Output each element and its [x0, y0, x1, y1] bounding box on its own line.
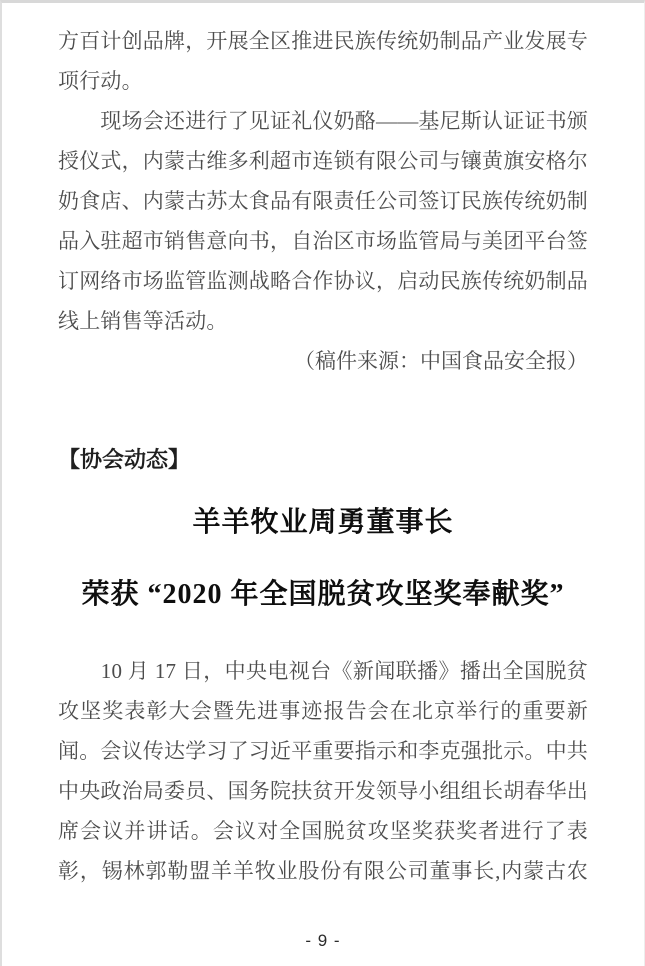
text-line: 订网络市场监管监测战略合作协议，启动民族传统奶制品 — [58, 269, 588, 293]
text-line: 奶食店、内蒙古苏太食品有限责任公司签订民族传统奶制 — [58, 189, 588, 213]
article2-title-line-2: 荣获 “2020 年全国脱贫攻坚奖奉献奖” — [81, 579, 565, 610]
text-line: 闻。会议传达学习了习近平重要指示和李克强批示。中共 — [58, 739, 588, 763]
text-line: 方百计创品牌，开展全区推进民族传统奶制品产业发展专 — [58, 29, 588, 53]
article1-paragraph-2 — [58, 101, 588, 341]
page-number: - 9 - — [305, 931, 341, 950]
text-line: 席会议并讲话。会议对全国脱贫攻坚奖获奖者进行了表 — [58, 819, 588, 843]
article1-source-attribution: （稿件来源：中国食品安全报） — [294, 349, 588, 373]
text-line: 现场会还进行了见证礼仪奶酪——基尼斯认证证书颁 — [58, 109, 588, 133]
text-line: 攻坚奖表彰大会暨先进事迹报告会在北京举行的重要新 — [58, 699, 588, 723]
article2-title-line-1: 羊羊牧业周勇董事长 — [192, 507, 454, 538]
article1-paragraph-continued — [58, 21, 588, 101]
page-content — [2, 3, 644, 953]
article2-paragraph-1 — [58, 651, 588, 891]
text-line: 项行动。 — [58, 69, 143, 93]
section-heading-association-news: 【协会动态】 — [58, 447, 191, 472]
text-line: 线上销售等活动。 — [58, 309, 228, 333]
text-line: 10 月 17 日，中央电视台《新闻联播》播出全国脱贫 — [58, 659, 588, 683]
text-line: 品入驻超市销售意向书，自治区市场监管局与美团平台签 — [58, 229, 588, 253]
text-line: 授仪式，内蒙古维多利超市连锁有限公司与镶黄旗安格尔 — [58, 149, 588, 173]
text-line: 中央政治局委员、国务院扶贫开发领导小组组长胡春华出 — [58, 779, 588, 803]
text-line: 彰，锡林郭勒盟羊羊牧业股份有限公司董事长,内蒙古农 — [58, 859, 588, 883]
